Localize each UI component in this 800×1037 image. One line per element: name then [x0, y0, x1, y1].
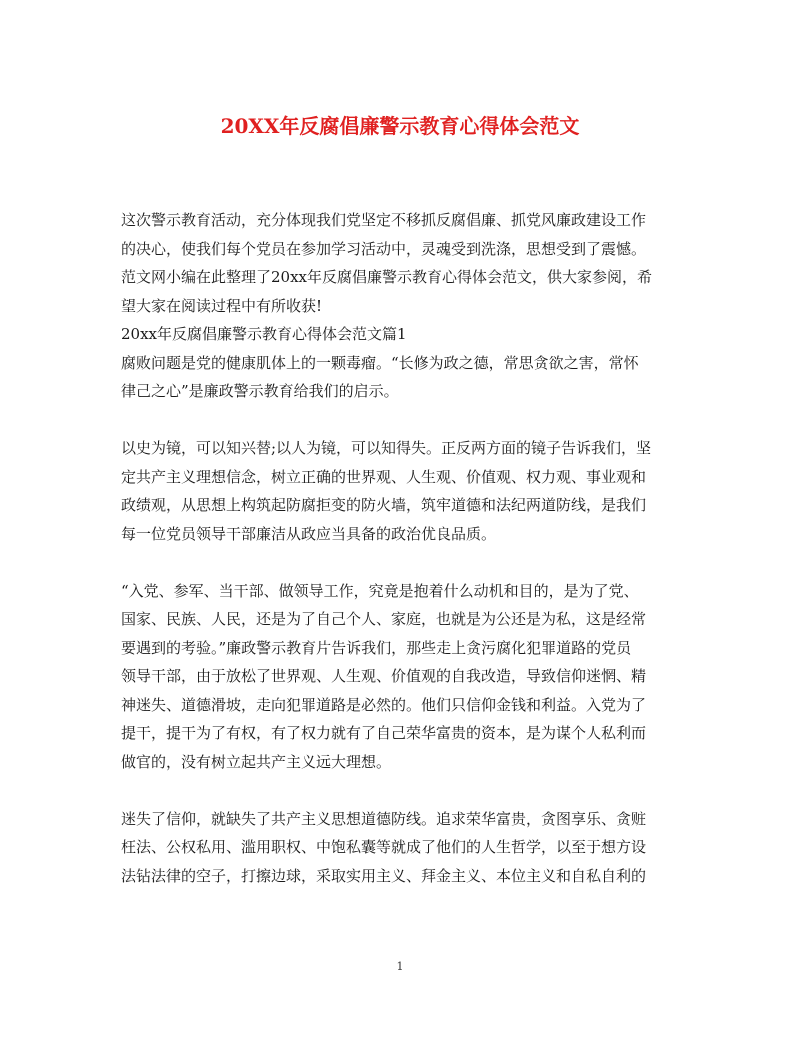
paragraph-gap [121, 776, 681, 805]
body-text-line: 迷失了信仰，就缺失了共产主义思想道德防线。追求荣华富贵，贪图享乐、贪赃 [121, 809, 647, 828]
body-text-line: 每一位党员领导干部廉洁从政应当具备的政治优良品质。 [121, 524, 497, 543]
body-text-line: 做官的，没有树立起共产主义远大理想。 [121, 752, 392, 771]
body-text-line: 国家、民族、人民，还是为了自己个人、家庭，也就是为公还是为私，这是经常 [121, 610, 647, 628]
body-text-line: 以史为镜，可以知兴替;以人为镜，可以知得失。正反两方面的镜子告诉我们，坚 [121, 439, 652, 457]
body-text-line: 20xx年反腐倡廉警示教育心得体会范文篇1 [121, 325, 407, 343]
body-text-line: 要遇到的考验。”廉政警示教育片告诉我们，那些走上贪污腐化犯罪道路的党员 [121, 638, 632, 657]
body-text-line: 法钻法律的空子，打擦边球，采取实用主义、拜金主义、本位主义和自私自利的 [121, 866, 647, 885]
body-text-line: 枉法、公权私用、滥用职权、中饱私囊等就成了他们的人生哲学，以至于想方设 [121, 838, 647, 856]
body-text-line: 律己之心”是廉政警示教育给我们的启示。 [121, 382, 399, 400]
document-body [121, 206, 681, 890]
body-text-line: 这次警示教育活动，充分体现我们党坚定不移抓反腐倡廉、抓党风廉政建设工作 [121, 211, 647, 229]
body-text-line: 提干，提干为了有权，有了权力就有了自己荣华富贵的资本，是为谋个人私利而 [121, 724, 647, 742]
paragraph-gap [121, 548, 681, 577]
page-number: 1 [396, 960, 404, 973]
body-text-line: 腐败问题是党的健康肌体上的一颗毒瘤。“长修为政之德，常思贪欲之害，常怀 [121, 353, 639, 372]
body-text-line: 望大家在阅读过程中有所收获! [121, 296, 323, 315]
body-text-line: 领导干部，由于放松了世界观、人生观、价值观的自我改造，导致信仰迷惘、精 [121, 667, 647, 685]
body-text-line: 范文网小编在此整理了20xx年反腐倡廉警示教育心得体会范文，供大家参阅，希 [121, 268, 653, 286]
paragraph-gap [121, 406, 681, 435]
document-title: 20XX年反腐倡廉警示教育心得体会范文 [220, 114, 580, 138]
body-text-line: 定共产主义理想信念，树立正确的世界观、人生观、价值观、权力观、事业观和 [121, 467, 647, 486]
body-text-line: 政绩观，从思想上构筑起防腐拒变的防火墙，筑牢道德和法纪两道防线，是我们 [121, 496, 647, 514]
body-text-line: 的决心，使我们每个党员在参加学习活动中，灵魂受到洗涤，思想受到了震憾。 [121, 239, 647, 258]
body-text-line: 神迷失、道德滑坡，走向犯罪道路是必然的。他们只信仰金钱和利益。入党为了 [121, 695, 647, 714]
body-text-line: “入党、参军、当干部、做领导工作，究竟是抱着什么动机和目的，是为了党、 [121, 581, 639, 600]
